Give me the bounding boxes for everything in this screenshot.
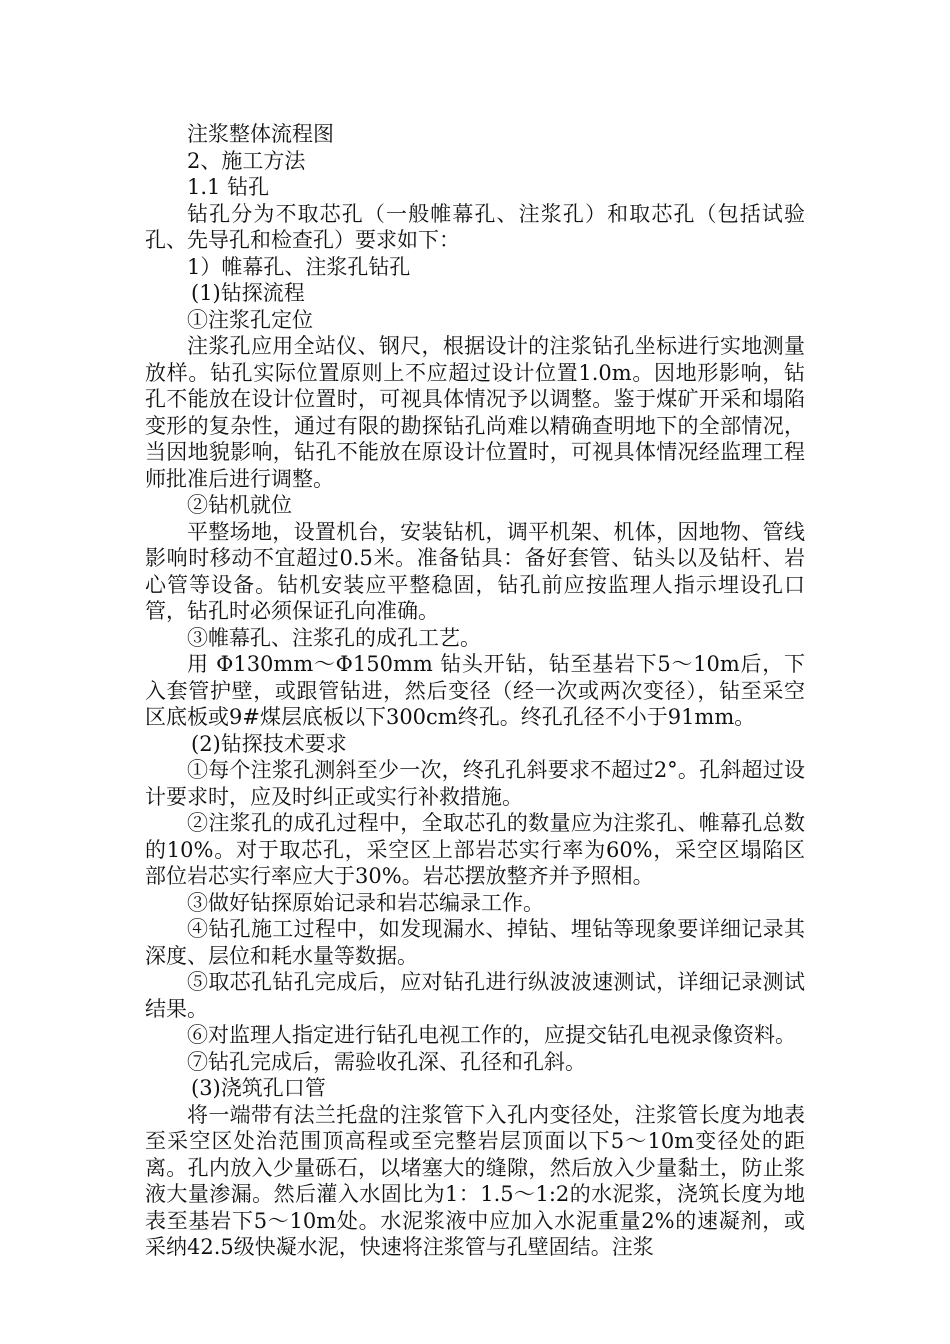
paragraph-subheading: (3)浇筑孔口管 (191, 1076, 326, 1100)
paragraph-heading: 注浆整体流程图 (187, 122, 334, 146)
paragraph-body: 用 Φ130mm～Φ150mm 钻头开钻，钻至基岩下5～10m后，下入套管护壁，或跟管钻进，然后变径（经一次或两次变径），钻至采空区底板或9#煤层底板以下300cm终孔。终孔孔径不小于91mm。 (145, 652, 805, 729)
paragraph-heading: ③帷幕孔、注浆孔的成孔工艺。 (187, 625, 481, 650)
paragraph-body: ③做好钻探原始记录和岩芯编录工作。 (187, 890, 544, 915)
paragraph-body: 平整场地，设置机台，安装钻机，调平机架、机体，因地物、管线影响时移动不宜超过0.5米。准备钻具：备好套管、钻头以及钻杆、岩心管等设备。钻机安装应平整稳固，钻孔前应按监理人指示埋设孔口管，钻孔时必须保证孔向准确。 (145, 519, 805, 623)
paragraph-heading: 1.1 钻孔 (187, 175, 270, 199)
paragraph-body: ①每个注浆孔测斜至少一次，终孔孔斜要求不超过2°。孔斜超过设计要求时，应及时纠正或实行补救措施。 (145, 758, 805, 809)
paragraph-heading: ①注浆孔定位 (187, 307, 313, 332)
paragraph-body: ⑥对监理人指定进行钻孔电视工作的，应提交钻孔电视录像资料。 (187, 1023, 796, 1047)
paragraph-body: ⑤取芯孔钻孔完成后，应对钻孔进行纵波波速测试，详细记录测试结果。 (145, 970, 805, 1021)
paragraph-body: 钻孔分为不取芯孔（一般帷幕孔、注浆孔）和取芯孔（包括试验孔、先导孔和检查孔）要求如下： (145, 201, 805, 252)
paragraph-body: ④钻孔施工过程中，如发现漏水、掉钻、埋钻等现象要详细记录其深度、层位和耗水量等数据。 (145, 917, 805, 968)
document-body (145, 121, 805, 1261)
paragraph-subheading: (2)钻探技术要求 (191, 731, 347, 756)
paragraph-body: 将一端带有法兰托盘的注浆管下入孔内变径处，注浆管长度为地表至采空区处治范围顶高程或至完整岩层顶面以下5～10m变径处的距离。孔内放入少量砾石，以堵塞大的缝隙，然后放入少量黏土，防止浆液大量渗漏。然后灌入水固比为1：1.5～1:2的水泥浆，浇筑长度为地表至基岩下5～10m处。水泥浆液中应加入水泥重量2%的速凝剂，或采纳42.5级快凝水泥，快速将注浆管与孔壁固结。注浆 (145, 1102, 805, 1259)
paragraph-subheading: (1)钻探流程 (191, 281, 305, 305)
paragraph-body: ②注浆孔的成孔过程中，全取芯孔的数量应为注浆孔、帷幕孔总数的10%。对于取芯孔，采空区上部岩芯实行率为60%，采空区塌陷区部位岩芯实行率应大于30%。岩芯摆放整齐并予照相。 (145, 811, 805, 888)
paragraph-body: ⑦钻孔完成后，需验收孔深、孔径和孔斜。 (187, 1049, 586, 1074)
paragraph-body: 注浆孔应用全站仪、钢尺，根据设计的注浆钻孔坐标进行实地测量放样。钻孔实际位置原则上不应超过设计位置1.0m。因地形影响，钻孔不能放在设计位置时，可视具体情况予以调整。鉴于煤矿开采和塌陷变形的复杂性，通过有限的勘探钻孔尚难以精确查明地下的全部情况，当因地貌影响，钻孔不能放在原设计位置时，可视具体情况经监理工程师批准后进行调整。 (145, 334, 805, 491)
paragraph-heading: ②钻机就位 (187, 493, 292, 517)
paragraph-heading: 1）帷幕孔、注浆孔钻孔 (187, 254, 411, 279)
paragraph-heading: 2、施工方法 (187, 148, 306, 173)
